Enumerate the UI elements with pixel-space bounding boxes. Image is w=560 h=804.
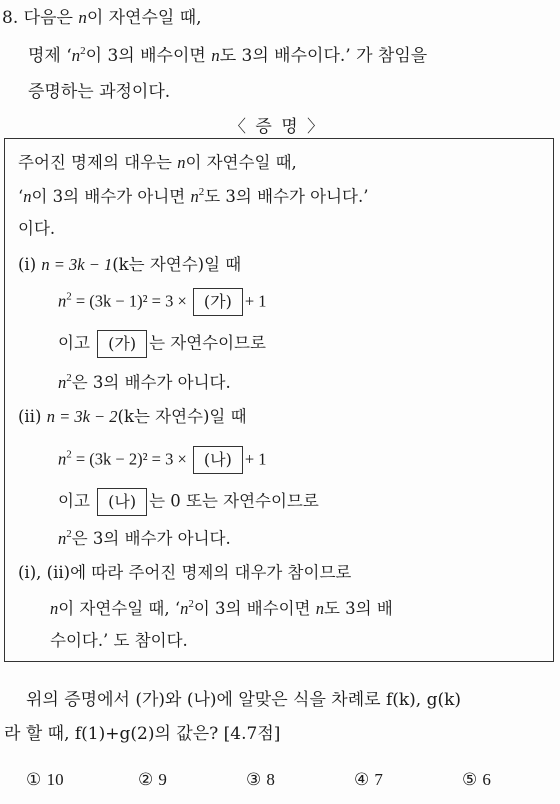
blank-na-box-2: (나): [97, 488, 147, 516]
case1-conclusion: $n^2$은 3의 배수가 아니다.: [58, 372, 231, 392]
case2-condition: (ⅱ) n = 3k − 2(k는 자연수)일 때: [18, 407, 247, 426]
proof-line-3: 이다.: [18, 219, 56, 238]
question-number: 8.: [2, 8, 19, 28]
choice-1[interactable]: ① 10: [26, 770, 64, 790]
choice-4[interactable]: ④ 7: [354, 770, 383, 790]
ask-line-2: 라 할 때, f(1)+g(2)의 값은? [4.7점]: [4, 724, 281, 744]
case2-natural: 이고 (나) 는 0 또는 자연수이므로: [58, 488, 319, 516]
blank-ga-box: (가): [193, 288, 243, 316]
ask-line-1: 위의 증명에서 (가)와 (나)에 알맞은 식을 차례로 f(k), g(k): [26, 690, 462, 710]
choice-3[interactable]: ③ 8: [246, 770, 275, 790]
case2-conclusion: $n^2$은 3의 배수가 아니다.: [58, 528, 231, 548]
blank-na-box: (나): [193, 446, 243, 474]
choice-2[interactable]: ② 9: [138, 770, 167, 790]
conclusion-line-2: n이 자연수일 때, ‘$n^2$이 3의 배수이면 n도 3의 배: [50, 598, 393, 618]
blank-ga-box-2: (가): [97, 330, 147, 358]
case1-equation: $n^2 = (3k - 1)^2 = 3$ × (가) + 1: [58, 288, 267, 316]
proof-title: 〈 증 명 〉: [221, 116, 334, 138]
conclusion-line-1: (ⅰ), (ⅱ)에 따라 주어진 명제의 대우가 참이므로: [18, 563, 352, 582]
case1-natural: 이고 (가) 는 자연수이므로: [58, 330, 266, 358]
conclusion-line-3: 수이다.’ 도 참이다.: [50, 631, 188, 650]
question-line-2: 명제 ‘$n^2$이 3의 배수이면 n도 3의 배수이다.’ 가 참임을: [28, 45, 428, 66]
proof-line-2: ‘n이 3의 배수가 아니면 $n^2$도 3의 배수가 아니다.’: [18, 186, 369, 206]
choice-5[interactable]: ⑤ 6: [462, 770, 491, 790]
case2-equation: $n^2 = (3k - 2)^2 = 3$ × (나) + 1: [58, 446, 267, 474]
question-line-3: 증명하는 과정이다.: [28, 82, 171, 102]
question-line-1: 8. 다음은 n이 자연수일 때,: [2, 8, 202, 28]
case1-condition: (ⅰ) n = 3k − 1(k는 자연수)일 때: [18, 255, 242, 274]
proof-line-1: 주어진 명제의 대우는 n이 자연수일 때,: [18, 153, 297, 172]
